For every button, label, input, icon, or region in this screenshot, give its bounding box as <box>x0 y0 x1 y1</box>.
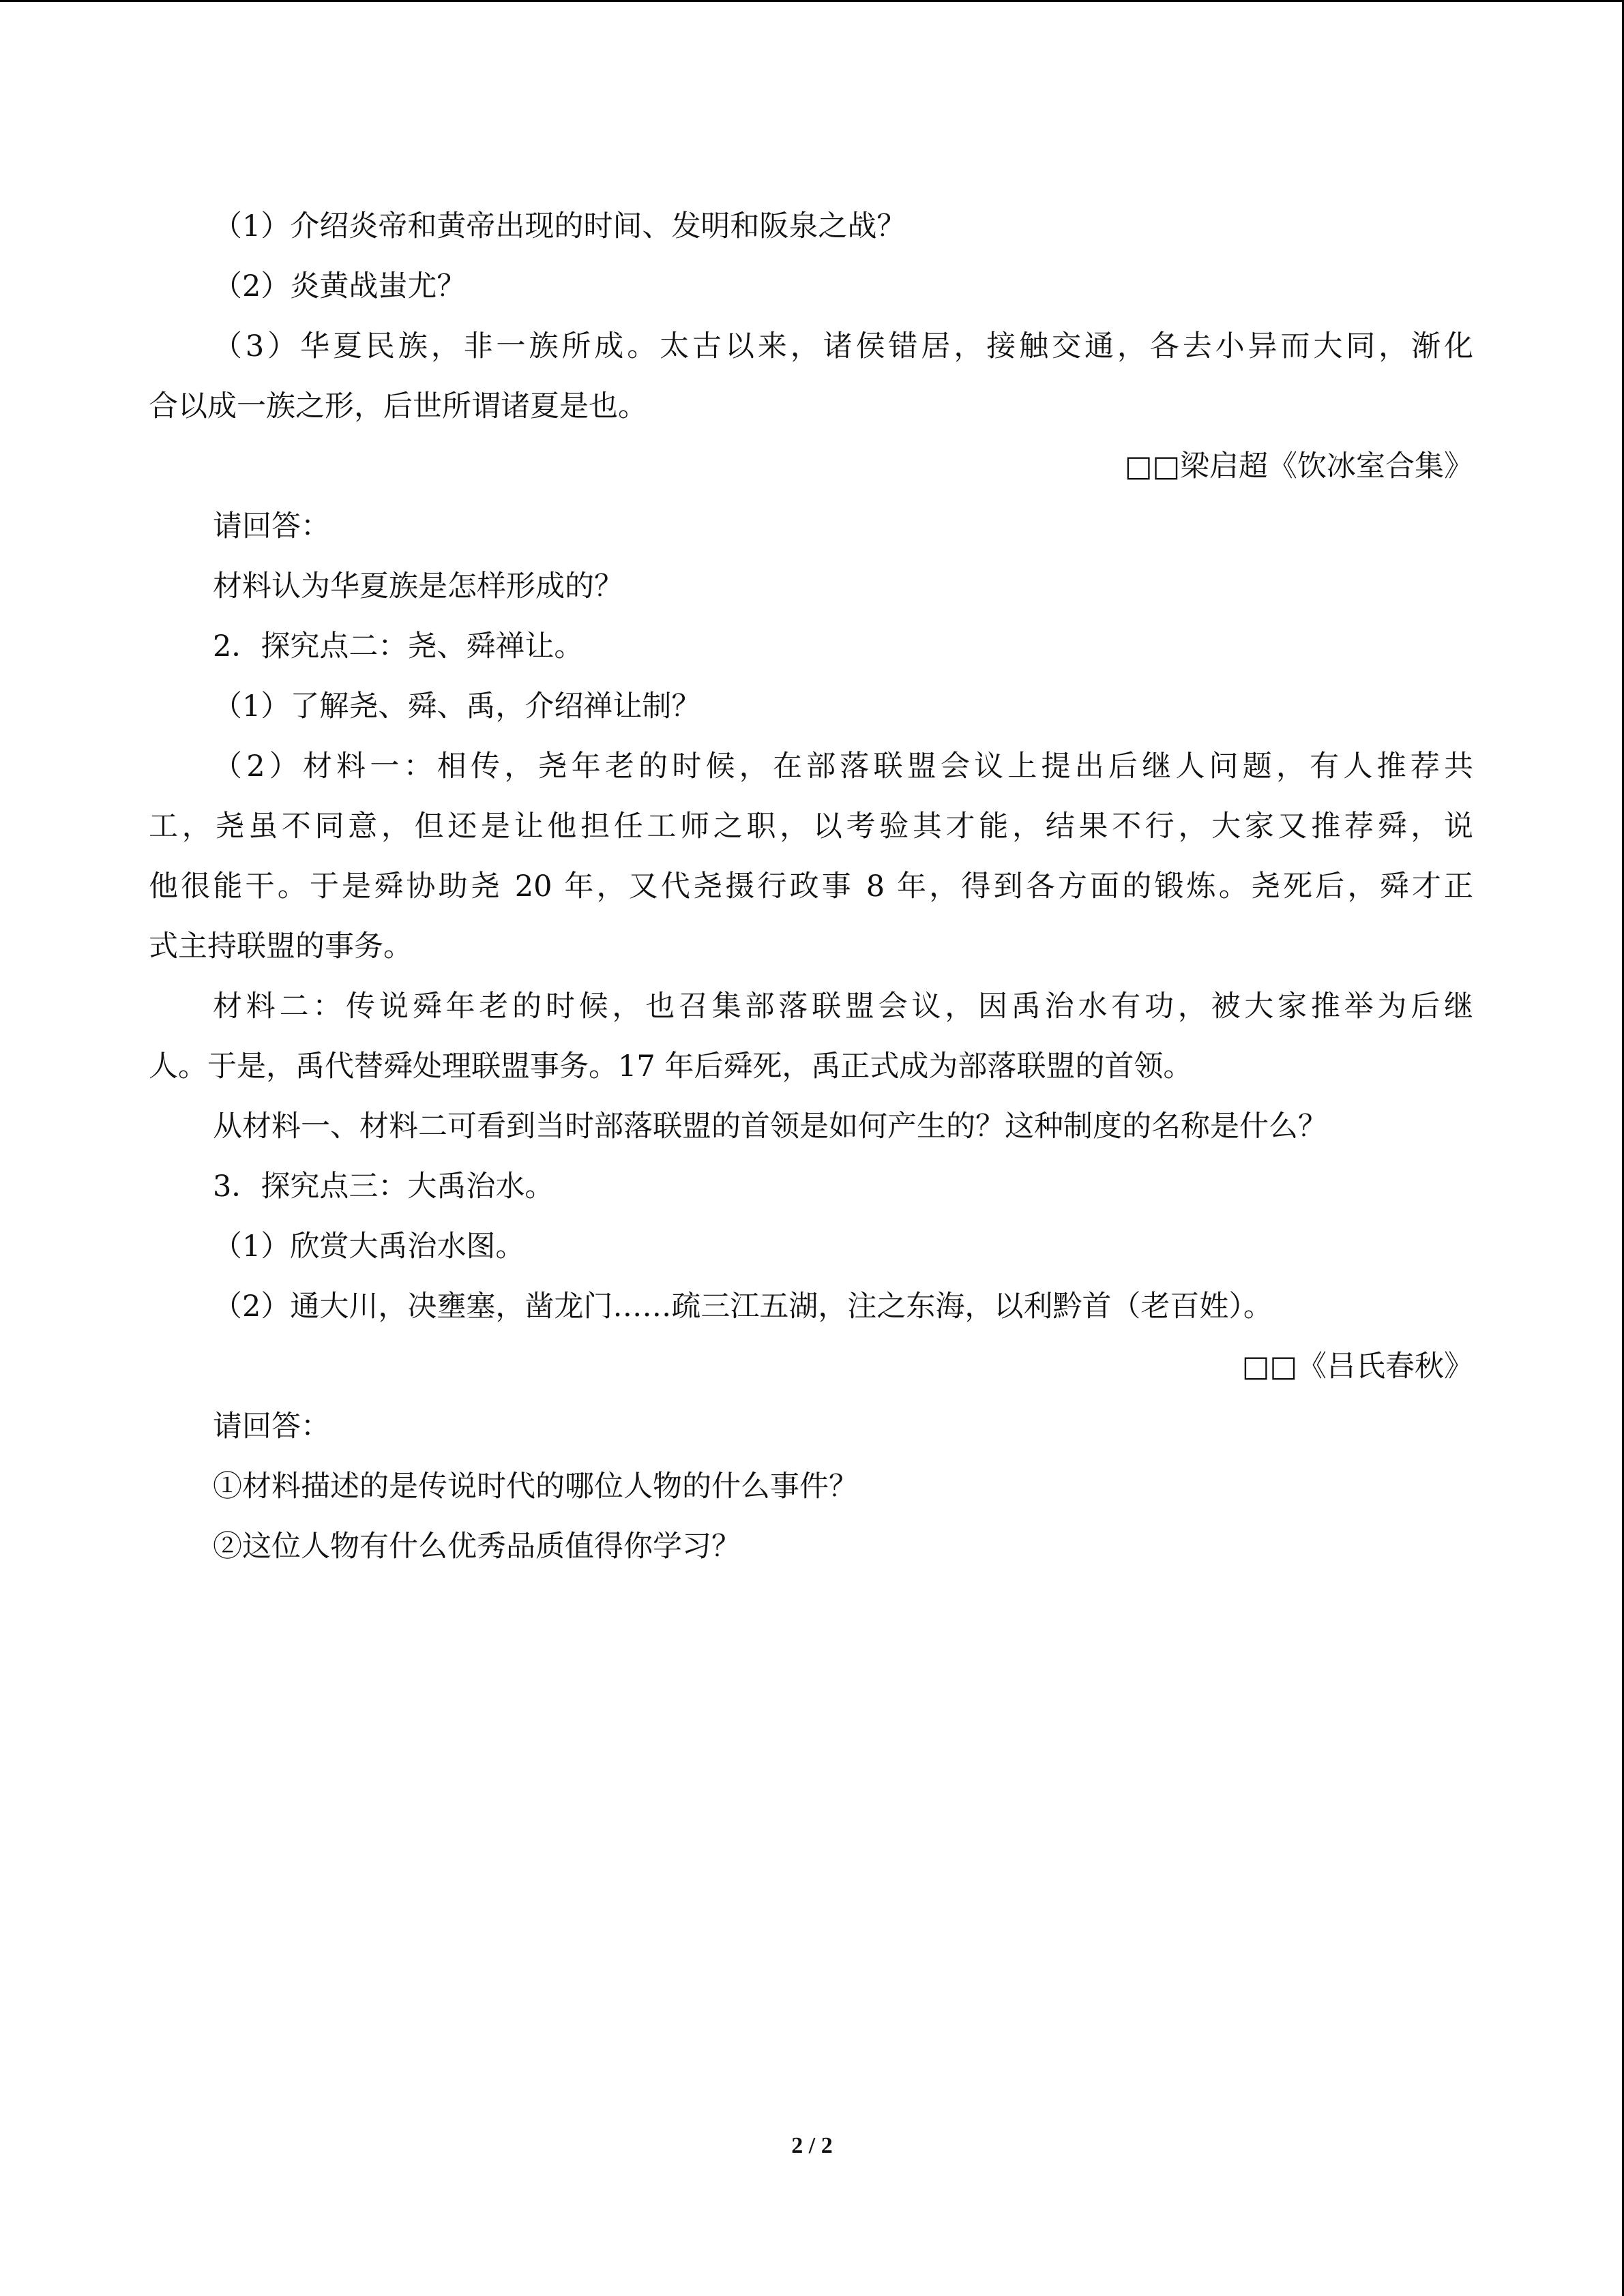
text-line: （1）介绍炎帝和黄帝出现的时间、发明和阪泉之战？ <box>213 209 906 243</box>
text-line: ①材料描述的是传说时代的哪位人物的什么事件？ <box>213 1470 858 1504</box>
text-line: 请回答： <box>213 509 330 543</box>
text-line: 他很能干。于是舜协助尧 20 年，又代尧摄行政事 8 年，得到各方面的锻炼。尧死后，舜才正 <box>149 869 1473 904</box>
source-citation: □□梁启超《饮冰室合集》 <box>1124 449 1473 483</box>
text-line: （1）欣赏大禹治水图。 <box>213 1229 525 1264</box>
text-line: ②这位人物有什么优秀品质值得你学习？ <box>213 1530 741 1564</box>
text-line: 材料二：传说舜年老的时候，也召集部落联盟会议，因禹治水有功，被大家推举为后继 <box>213 989 1473 1024</box>
text-line: 材料认为华夏族是怎样形成的？ <box>213 569 623 603</box>
text-line: （2）炎黄战蚩尤？ <box>213 269 467 303</box>
text-line: 人。于是，禹代替舜处理联盟事务。17 年后舜死，禹正式成为部落联盟的首领。 <box>149 1049 1193 1084</box>
text-line: 合以成一族之形，后世所谓诸夏是也。 <box>149 389 647 423</box>
text-line: （2）通大川，决壅塞，凿龙门……疏三江五湖，注之东海，以利黔首（老百姓）。 <box>213 1289 1273 1324</box>
text-line: 从材料一、材料二可看到当时部落联盟的首领是如何产生的？这种制度的名称是什么？ <box>213 1109 1327 1144</box>
source-citation: □□《吕氏春秋》 <box>1241 1350 1473 1384</box>
section-heading: 2．探究点二：尧、舜禅让。 <box>213 629 584 664</box>
text-line: 式主持联盟的事务。 <box>149 929 413 964</box>
text-line: 请回答： <box>213 1410 330 1444</box>
text-line: （1）了解尧、舜、禹，介绍禅让制？ <box>213 689 701 724</box>
text-line: （2）材料一：相传，尧年老的时候，在部落联盟会议上提出后继人问题，有人推荐共 <box>213 749 1473 784</box>
section-heading: 3．探究点三：大禹治水。 <box>213 1169 555 1204</box>
page-number: 2 / 2 <box>791 2133 833 2158</box>
text-line: 工，尧虽不同意，但还是让他担任工师之职，以考验其才能，结果不行，大家又推荐舜，说 <box>149 809 1473 844</box>
text-line: （3）华夏民族，非一族所成。太古以来，诸侯错居，接触交通，各去小异而大同，渐化 <box>213 329 1473 363</box>
